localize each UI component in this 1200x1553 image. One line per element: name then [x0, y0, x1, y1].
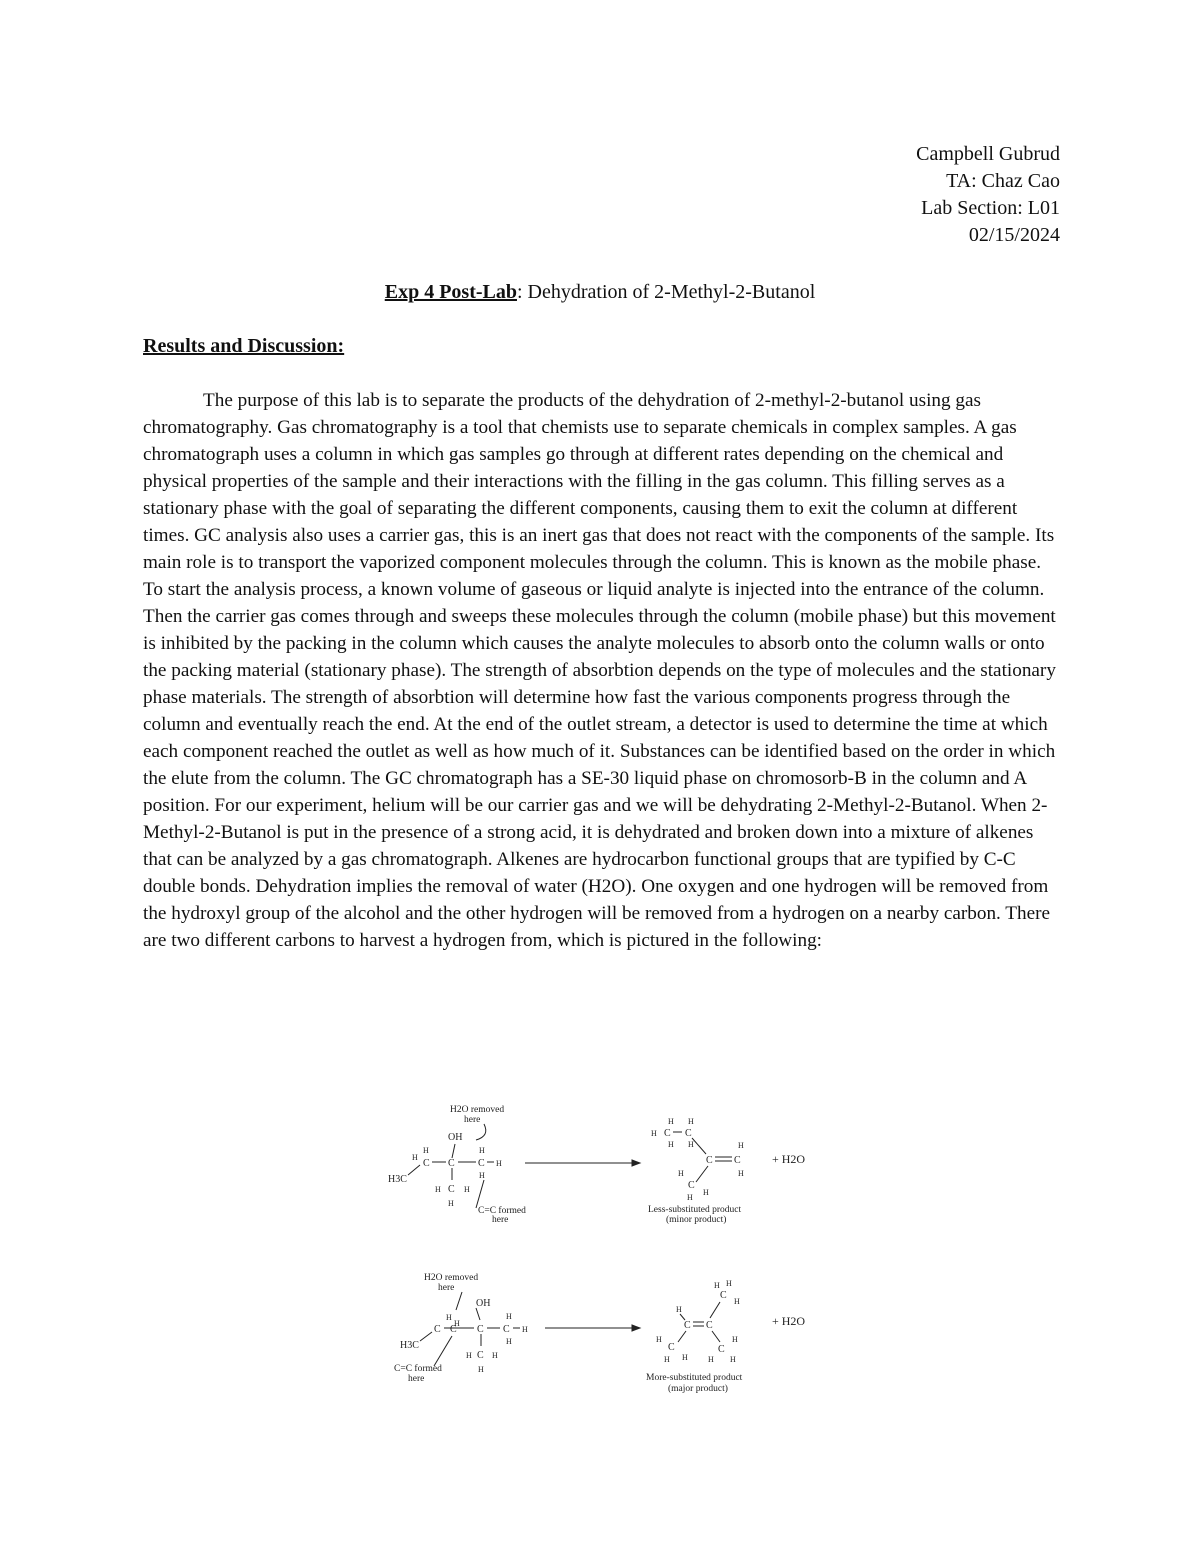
lab-section: Lab Section: L01	[921, 197, 1060, 219]
carbon-atom: C	[423, 1158, 430, 1169]
body-paragraph: The purpose of this lab is to separate the products of the dehydration of 2-methyl-2-butanol using gas chromatography. Gas chromatography is a tool that chemists use to separate chemicals in complex samples. A gas chromatograph uses a column in which gas samples go through at different rates depending on the chemical and physical properties of the sample and their interactions with the filling in the gas column. This filling serves as a stationary phase with the goal of separating the different components, causing them to exit the column at different times. GC analysis also uses a carrier gas, this is an inert gas that does not react with the components of the sample. Its main role is to transport the vaporized component molecules through the column. This is known as the mobile phase. To start the analysis process, a known volume of gaseous or liquid analyte is injected into the entrance of the column. Then the carrier gas comes through and sweeps these molecules through the column (mobile phase) but this movement is inhibited by the packing in the column which causes the analyte molecules to absorb onto the column walls or onto the packing material (stationary phase). The strength of absorbtion depends on the type of molecules and the stationary phase materials. The strength of absorbtion will determine how fast the various components progress through the column and eventually reach the end. At the end of the outlet stream, a detector is used to determine the time at which each component reached the outlet as well as how much of it. Substances can be identified based on the order in which the elute from the column. The GC chromatograph has a SE-30 liquid phase on chromosorb-B in the column and A position. For our experiment, helium will be our carrier gas and we will be dehydrating 2-Methyl-2-Butanol. When 2-Methyl-2-Butanol is put in the presence of a strong acid, it is dehydrated and broken down into a mixture of alkenes that can be analyzed by a gas chromatograph. Alkenes are hydrocarbon functional groups that are typified by C-C double bonds. Dehydration implies the removal of water (H2O). One oxygen and one hydrogen will be removed from the hydroxyl group of the alcohol and the other hydrogen will be removed from a hydrogen on a nearby carbon. There are two different carbons to harvest a hydrogen from, which is pictured in the following:	[143, 390, 1056, 951]
carbon-atom: C	[688, 1180, 695, 1191]
hydrogen-atom: H	[478, 1365, 484, 1374]
h3c-group: H3C	[388, 1174, 407, 1185]
report-title-bold: Exp 4 Post-Lab	[384, 281, 517, 303]
cc-formed-label: C=C formed	[478, 1206, 526, 1216]
reaction-scheme-minor	[380, 1100, 820, 1230]
hydrogen-atom: H	[732, 1335, 738, 1344]
h2o-removed-here: here	[464, 1115, 481, 1125]
carbon-atom: C	[685, 1128, 692, 1139]
carbon-atom: C	[434, 1324, 441, 1335]
author-name: Campbell Gubrud	[916, 143, 1060, 165]
hydrogen-atom: H	[479, 1146, 485, 1155]
removal-pointer-line	[476, 1124, 486, 1140]
hydrogen-atom: H	[682, 1353, 688, 1362]
reaction-scheme-major	[380, 1268, 820, 1398]
hydrogen-atom: H	[676, 1305, 682, 1314]
bond-line	[692, 1138, 706, 1154]
cc-formed-here: here	[492, 1215, 509, 1225]
carbon-atom: C	[668, 1342, 675, 1353]
hydrogen-atom: H	[668, 1117, 674, 1126]
hydrogen-atom: H	[688, 1117, 694, 1126]
hydrogen-atom: H	[448, 1199, 454, 1208]
report-title-rest: : Dehydration of 2-Methyl-2-Butanol	[516, 281, 816, 303]
hydrogen-atom: H	[506, 1312, 512, 1321]
carbon-atom: C	[503, 1324, 510, 1335]
carbon-atom: C	[477, 1324, 484, 1335]
hydrogen-atom: H	[423, 1146, 429, 1155]
reaction-arrow-head	[632, 1160, 640, 1166]
section-heading: Results and Discussion:	[143, 335, 345, 357]
major-product-sublabel: (major product)	[668, 1384, 728, 1394]
hydrogen-atom: H	[446, 1313, 452, 1322]
hydrogen-atom: H	[726, 1279, 732, 1288]
bond-line	[452, 1144, 455, 1158]
hydrogen-atom: H	[651, 1129, 657, 1138]
carbon-atom: C	[478, 1158, 485, 1169]
bond-line	[678, 1331, 686, 1342]
water-byproduct: + H2O	[772, 1152, 806, 1166]
removal-pointer-line	[456, 1292, 462, 1310]
h2o-removed-label: H2O removed	[424, 1273, 479, 1283]
hydrogen-atom: H	[506, 1337, 512, 1346]
hydrogen-atom: H	[522, 1325, 528, 1334]
hydrogen-atom: H	[678, 1169, 684, 1178]
reaction-arrow-head	[632, 1325, 640, 1331]
hydrogen-atom: H	[730, 1355, 736, 1364]
hydrogen-atom: H	[479, 1171, 485, 1180]
hydrogen-atom: H	[412, 1153, 418, 1162]
bond-line	[408, 1165, 420, 1175]
bond-line	[696, 1166, 708, 1182]
hydrogen-atom: H	[708, 1355, 714, 1364]
hydrogen-atom: H	[435, 1185, 441, 1194]
bond-line	[710, 1302, 720, 1318]
hydrogen-atom: H	[492, 1351, 498, 1360]
product-structure	[648, 1117, 744, 1225]
hydrogen-atom: H	[496, 1159, 502, 1168]
product-structure	[646, 1279, 743, 1394]
hydrogen-atom: H	[664, 1355, 670, 1364]
carbon-atom: C	[448, 1184, 455, 1195]
hydrogen-atom: H	[466, 1351, 472, 1360]
hydrogen-atom: H	[687, 1193, 693, 1202]
hydrogen-atom: H	[703, 1188, 709, 1197]
formation-pointer-line	[476, 1180, 484, 1208]
water-byproduct: + H2O	[772, 1314, 806, 1328]
carbon-atom: C	[706, 1320, 713, 1331]
h3c-group: H3C	[400, 1340, 419, 1351]
carbon-atom: C	[477, 1350, 484, 1361]
carbon-atom: C	[720, 1290, 727, 1301]
hydrogen-atom: H	[656, 1335, 662, 1344]
h2o-removed-here: here	[438, 1283, 455, 1293]
hydrogen-atom: H	[668, 1140, 674, 1149]
carbon-atom: C	[734, 1155, 741, 1166]
reactant-structure	[394, 1273, 528, 1384]
report-title	[0, 279, 1200, 306]
carbon-atom: C	[450, 1324, 457, 1335]
hydrogen-atom: H	[738, 1169, 744, 1178]
cc-formed-here: here	[408, 1374, 425, 1384]
hydrogen-atom: H	[688, 1140, 694, 1149]
carbon-atom: C	[664, 1128, 671, 1139]
author-header	[916, 141, 1060, 249]
bond-line	[476, 1308, 480, 1320]
major-product-label: More-substituted product	[646, 1373, 743, 1383]
oh-group: OH	[476, 1298, 491, 1309]
cc-formed-label: C=C formed	[394, 1364, 442, 1374]
oh-group: OH	[448, 1132, 463, 1143]
hydrogen-atom: H	[714, 1281, 720, 1290]
minor-product-sublabel: (minor product)	[666, 1215, 727, 1225]
carbon-atom: C	[706, 1155, 713, 1166]
hydrogen-atom: H	[464, 1185, 470, 1194]
reactant-structure	[388, 1105, 526, 1225]
bond-line	[712, 1331, 720, 1342]
hydrogen-atom: H	[738, 1141, 744, 1150]
hydrogen-atom: H	[734, 1297, 740, 1306]
ta-name: TA: Chaz Cao	[946, 170, 1060, 192]
carbon-atom: C	[718, 1344, 725, 1355]
h2o-removed-label: H2O removed	[450, 1105, 505, 1115]
formation-pointer-line	[434, 1336, 452, 1366]
minor-product-label: Less-substituted product	[648, 1205, 742, 1215]
bond-line	[420, 1332, 432, 1341]
carbon-atom: C	[684, 1320, 691, 1331]
report-date: 02/15/2024	[968, 224, 1060, 246]
hydrogen-atom: H	[454, 1319, 460, 1328]
carbon-atom: C	[448, 1158, 455, 1169]
